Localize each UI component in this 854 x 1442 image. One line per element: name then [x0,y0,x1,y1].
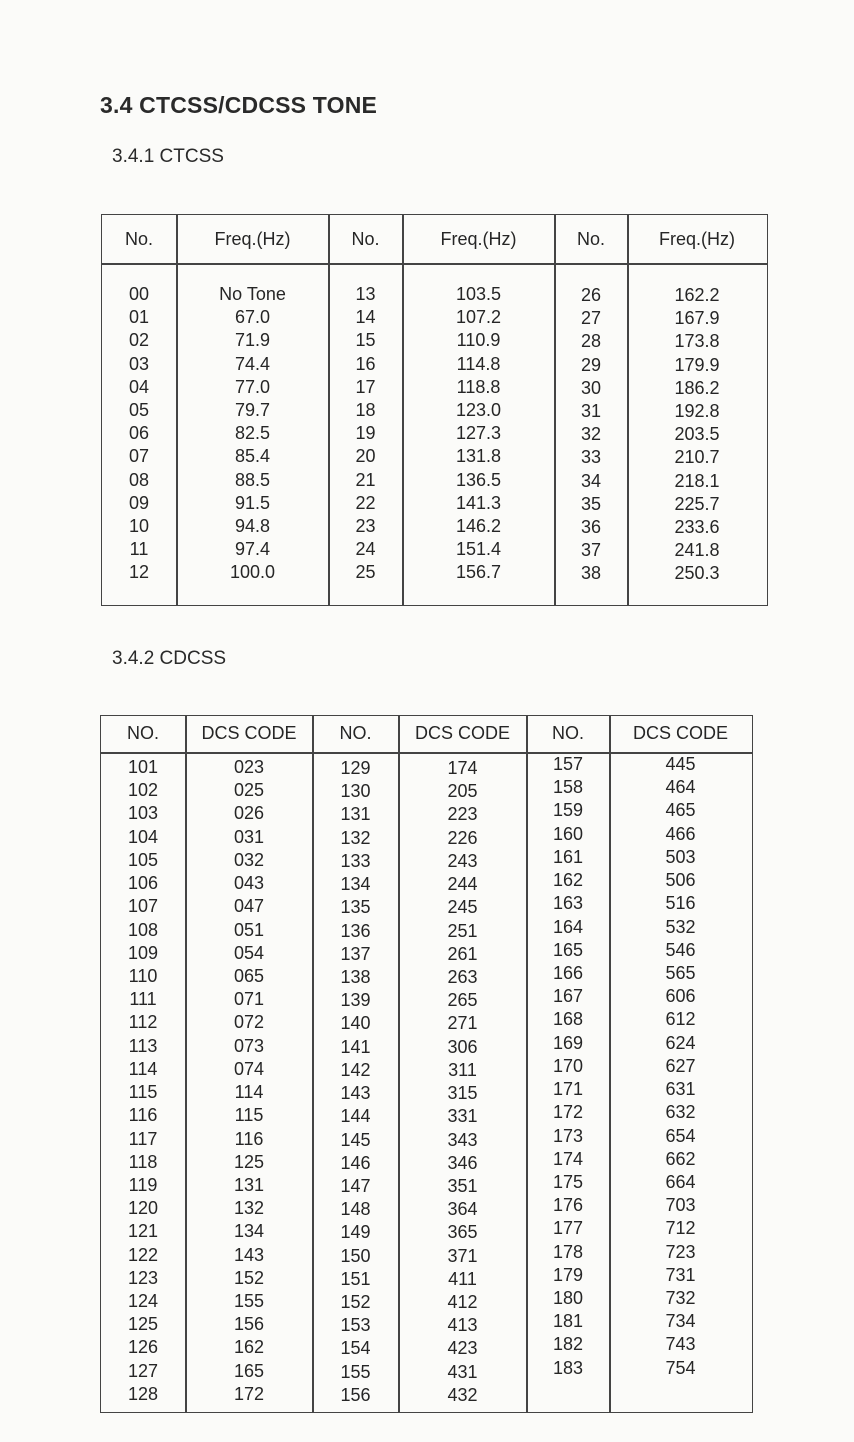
table-cell: 632 [665,1102,696,1123]
table-cell: 732 [665,1288,696,1309]
table-cell: 149 [340,1222,371,1243]
table-cell: 131 [340,804,371,825]
table-cell: 179.9 [674,354,720,375]
table-cell: 169 [552,1032,584,1053]
table-cell: 148 [340,1199,371,1220]
table-cell: 13 [355,284,376,304]
table-cell: 79.7 [234,399,271,420]
table-cell: 343 [447,1129,478,1150]
table-cell: 145 [340,1129,371,1150]
table-cell: 162 [552,870,584,891]
table-cell: 445 [665,754,696,774]
table-cell: 173 [552,1125,584,1146]
table-cell: 103.5 [455,284,502,304]
table-cell: 172 [233,1383,265,1404]
ctcss-column-freq-3 [628,284,766,585]
table-cell: 131.8 [455,446,502,467]
table-cell: 143 [233,1244,265,1265]
table-cell: 115 [234,1105,264,1126]
table-cell: 155 [340,1361,371,1382]
table-cell: 743 [665,1334,696,1355]
table-cell: 107 [127,896,159,917]
table-cell: 047 [233,896,265,917]
table-cell: 139 [340,990,371,1011]
table-cell: 131 [233,1174,265,1195]
table-cell: 106 [127,873,159,894]
table-cell: 662 [665,1148,696,1169]
table-cell: 025 [233,780,265,801]
table-cell: 261 [447,943,478,964]
table-cell: 074 [233,1058,265,1079]
table-cell: 192.8 [674,400,720,421]
table-cell: 150 [340,1245,371,1266]
ctcss-column-freq-1 [177,283,328,584]
table-cell: 126 [127,1337,159,1358]
table-cell: 105 [127,849,159,870]
table-cell: 19 [355,423,376,444]
table-cell: 102 [127,780,159,801]
table-cell: 151.4 [455,539,502,560]
table-cell: 122 [127,1244,159,1265]
table-cell: 723 [665,1241,696,1262]
table-cell: 506 [665,870,696,891]
table-cell: 631 [665,1079,696,1100]
table-cell: 031 [233,826,265,847]
table-cell: 265 [447,990,478,1011]
table-cell: 241.8 [674,540,720,561]
table-cell: 734 [665,1311,696,1332]
table-cell: 94.8 [234,515,271,536]
table-cell: 10 [128,515,150,536]
table-cell: 127 [127,1360,159,1381]
table-cell: 88.5 [234,469,271,490]
ctcss-column-no-3 [555,284,627,585]
table-cell: 91.5 [234,492,271,513]
table-cell: 142 [340,1059,371,1080]
table-cell: 180 [552,1288,584,1309]
table-cell: 157 [552,754,584,774]
table-cell: 147 [340,1175,371,1196]
table-cell: 516 [665,893,696,914]
table-cell: 09 [128,492,150,513]
table-cell: 30 [580,377,602,398]
table-cell: 432 [447,1384,478,1405]
table-cell: 226 [447,827,478,848]
table-cell: 172 [552,1102,584,1123]
table-cell: 134 [233,1221,265,1242]
table-cell: 18 [355,399,376,420]
table-cell: 071 [233,989,265,1010]
table-cell: 107.2 [455,307,502,328]
cdcss-section-title: 3.4.2 CDCSS [112,648,227,669]
table-cell: 532 [665,916,696,937]
table-cell: 612 [665,1009,696,1030]
table-cell: 77.0 [234,376,271,397]
table-cell: 155 [233,1291,265,1312]
table-cell: 141.3 [455,492,502,513]
table-cell: 118.8 [456,376,501,397]
table-cell: 161 [552,846,584,867]
table-cell: 132 [233,1198,265,1219]
ctcss-section-title: 3.4.1 CTCSS [112,146,224,167]
table-cell: 121 [127,1221,159,1242]
table-cell: 110 [128,965,158,986]
table-cell: 134 [340,874,371,895]
table-cell: 20 [355,446,376,467]
table-cell: 130 [340,781,371,802]
table-cell: 065 [233,965,265,986]
table-cell: 101 [127,757,159,777]
table-cell: 174 [552,1148,584,1169]
table-cell: 156.7 [455,562,502,583]
table-cell: 243 [447,850,478,871]
table-cell: 110.9 [456,330,501,351]
table-cell: 144 [340,1106,371,1127]
table-cell: 128 [127,1383,159,1404]
table-cell: 174 [447,758,478,778]
table-cell: 141 [340,1036,371,1057]
table-cell: 08 [128,469,150,490]
table-cell: 153 [340,1315,371,1336]
table-cell: 143 [340,1083,371,1104]
cdcss-column-code-2 [399,757,526,1407]
table-cell: 33 [580,447,602,468]
table-cell: 133 [340,850,371,871]
table-cell: 546 [665,939,696,960]
table-cell: 117 [128,1128,158,1149]
table-cell: 21 [355,469,376,490]
table-cell: 186.2 [674,377,720,398]
table-cell: 85.4 [234,446,271,467]
cdcss-header-code-3: DCS CODE [632,723,728,743]
table-cell: 22 [355,492,376,513]
table-cell: 365 [447,1222,478,1243]
table-cell: 664 [665,1171,696,1192]
table-cell: 151 [340,1268,371,1289]
table-cell: 74.4 [234,353,271,374]
table-cell: 170 [552,1055,584,1076]
table-cell: 175 [552,1171,584,1192]
table-cell: 138 [340,966,371,987]
table-cell: 703 [665,1195,696,1216]
table-cell: 181 [552,1311,584,1332]
table-cell: 073 [233,1035,265,1056]
ctcss-header-freq-1: Freq.(Hz) [214,229,291,249]
table-cell: 108 [127,919,159,940]
table-cell: 177 [552,1218,584,1239]
table-cell: 11 [129,539,149,560]
table-cell: 137 [340,943,371,964]
table-cell: 072 [233,1012,265,1033]
table-cell: 114 [128,1058,158,1079]
ctcss-table [101,214,768,606]
table-cell: 136 [340,920,371,941]
table-cell: 31 [580,400,602,421]
table-cell: 171 [552,1079,584,1100]
table-cell: 113 [128,1035,158,1056]
table-cell: 140 [340,1013,371,1034]
table-cell: 67.0 [234,307,271,328]
table-cell: 100.0 [229,562,276,583]
table-cell: 754 [665,1357,696,1378]
table-cell: 271 [447,1013,478,1034]
table-cell: 136.5 [455,469,502,490]
table-cell: 466 [665,823,696,844]
table-cell: 250.3 [674,563,720,584]
table-cell: 203.5 [674,424,720,445]
table-cell: 503 [665,846,696,867]
cdcss-column-code-1 [186,756,312,1406]
table-cell: 125 [233,1151,265,1172]
table-cell: 129 [340,758,371,778]
table-cell: 183 [552,1357,584,1378]
table-cell: 123 [127,1267,159,1288]
table-cell: 051 [233,919,265,940]
ctcss-header-no-3: No. [576,229,605,249]
table-cell: 97.4 [234,539,271,560]
table-cell: 026 [233,803,265,824]
table-cell: 32 [580,424,602,445]
table-cell: 152 [233,1267,265,1288]
table-cell: 16 [355,353,376,374]
table-cell: 245 [447,897,478,918]
table-cell: 154 [340,1338,371,1359]
ctcss-header-freq-3: Freq.(Hz) [659,229,735,249]
table-cell: 36 [580,516,602,537]
cdcss-header-no-2: NO. [339,723,372,743]
table-cell: 116 [128,1105,158,1126]
table-cell: 14 [355,307,376,328]
table-cell: 03 [128,353,150,374]
table-cell: 38 [580,563,602,584]
table-cell: 178 [552,1241,584,1262]
table-cell: 156 [233,1314,265,1335]
table-cell: 12 [128,562,150,583]
cdcss-column-no-2 [313,757,398,1407]
cdcss-header-code-1: DCS CODE [201,723,297,743]
table-cell: 165 [552,939,584,960]
ctcss-header-no-1: No. [124,229,153,249]
cdcss-table [100,715,753,1413]
table-cell: 606 [665,986,696,1007]
ctcss-column-no-1 [102,283,176,584]
table-cell: 114 [234,1082,264,1103]
table-cell: 24 [355,539,376,560]
table-cell: 176 [552,1195,584,1216]
table-cell: 413 [447,1315,478,1336]
table-cell: 104 [127,826,159,847]
table-cell: 182 [552,1334,584,1355]
ctcss-column-freq-2 [403,283,554,584]
table-cell: 119 [128,1174,158,1195]
table-cell: 34 [580,470,602,491]
table-cell: 371 [447,1245,478,1266]
table-cell: 346 [447,1152,478,1173]
table-cell: 464 [665,777,696,798]
table-cell: 111 [129,989,157,1010]
table-cell: 146 [340,1152,371,1173]
table-cell: 103 [127,803,159,824]
ctcss-header-no-2: No. [351,229,380,249]
table-cell: 04 [128,376,150,397]
table-cell: 158 [552,777,584,798]
cdcss-column-code-3 [610,753,751,1380]
ctcss-column-no-2 [329,283,402,584]
table-cell: 132 [340,827,371,848]
table-cell: 205 [447,781,478,802]
table-cell: 01 [128,307,150,328]
table-cell: 624 [665,1032,696,1053]
table-cell: 27 [580,308,602,329]
cdcss-header-code-2: DCS CODE [414,723,510,743]
table-cell: No Tone [219,284,286,304]
table-cell: 351 [447,1175,478,1196]
table-cell: 00 [128,284,150,304]
cdcss-column-no-1 [101,756,185,1406]
table-cell: 127.3 [455,423,502,444]
table-cell: 431 [447,1361,478,1382]
table-cell: 160 [552,823,584,844]
table-cell: 331 [447,1106,478,1127]
table-cell: 032 [233,849,265,870]
table-cell: 15 [355,330,376,351]
cdcss-header-no-3: NO. [551,723,584,743]
table-cell: 225.7 [674,493,720,514]
table-cell: 152 [340,1292,371,1313]
table-cell: 179 [552,1264,584,1285]
table-cell: 054 [233,942,265,963]
table-cell: 423 [447,1338,478,1359]
table-cell: 23 [355,515,376,536]
table-cell: 146.2 [455,515,502,536]
table-cell: 244 [447,874,478,895]
table-cell: 120 [127,1198,159,1219]
table-cell: 315 [447,1083,478,1104]
table-cell: 023 [233,757,265,777]
table-cell: 05 [128,399,150,420]
table-cell: 109 [127,942,159,963]
table-cell: 35 [580,493,602,514]
table-cell: 223 [447,804,478,825]
table-cell: 627 [665,1055,696,1076]
table-cell: 125 [127,1314,159,1335]
table-cell: 162.2 [674,285,720,305]
table-cell: 02 [128,330,150,351]
table-cell: 412 [447,1292,478,1313]
table-cell: 37 [580,540,602,561]
table-cell: 173.8 [674,331,720,352]
table-cell: 165 [233,1360,265,1381]
cdcss-header-no-1: NO. [126,723,159,743]
table-cell: 654 [665,1125,696,1146]
table-cell: 162 [233,1337,265,1358]
table-cell: 156 [340,1384,371,1405]
table-cell: 311 [448,1059,477,1080]
table-cell: 114.8 [456,353,501,374]
table-cell: 210.7 [674,447,720,468]
table-cell: 159 [552,800,584,821]
page-title: 3.4 CTCSS/CDCSS TONE [100,92,378,118]
table-cell: 25 [355,562,376,583]
table-cell: 364 [447,1199,478,1220]
table-cell: 043 [233,873,265,894]
cdcss-column-no-3 [527,753,609,1380]
table-cell: 163 [552,893,584,914]
header-divider [102,263,767,265]
table-cell: 411 [448,1268,477,1289]
table-cell: 118 [128,1151,158,1172]
table-cell: 123.0 [455,399,502,420]
table-cell: 233.6 [674,516,720,537]
table-cell: 115 [128,1082,158,1103]
table-cell: 07 [128,446,150,467]
ctcss-header-freq-2: Freq.(Hz) [440,229,517,249]
table-cell: 465 [665,800,696,821]
table-cell: 168 [552,1009,584,1030]
table-cell: 06 [128,423,150,444]
table-cell: 712 [665,1218,696,1239]
table-cell: 71.9 [234,330,271,351]
table-cell: 731 [665,1264,696,1285]
table-cell: 26 [580,285,602,305]
table-cell: 116 [234,1128,264,1149]
table-cell: 251 [447,920,478,941]
table-cell: 82.5 [234,423,271,444]
table-cell: 263 [447,966,478,987]
table-cell: 135 [340,897,371,918]
table-cell: 166 [552,962,584,983]
table-cell: 28 [580,331,602,352]
table-cell: 164 [552,916,584,937]
table-cell: 306 [447,1036,478,1057]
table-cell: 112 [128,1012,158,1033]
table-cell: 565 [665,962,696,983]
table-cell: 29 [580,354,602,375]
table-cell: 124 [127,1291,159,1312]
table-cell: 167.9 [674,308,720,329]
table-cell: 218.1 [674,470,720,491]
table-cell: 17 [355,376,376,397]
table-cell: 167 [552,986,584,1007]
